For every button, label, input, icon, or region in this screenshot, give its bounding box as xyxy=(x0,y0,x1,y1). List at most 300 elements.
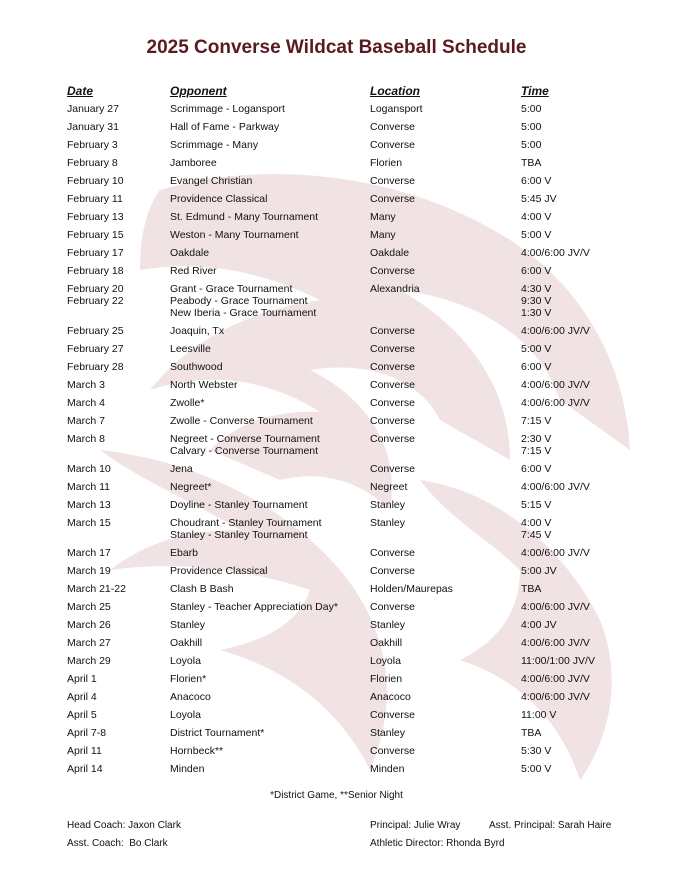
table-row xyxy=(0,565,673,583)
row-date-line: March 4 xyxy=(67,397,105,409)
row-date xyxy=(67,433,105,445)
row-time xyxy=(521,583,541,595)
row-opponent xyxy=(170,463,193,475)
row-opponent-line: Peabody - Grace Tournament xyxy=(170,295,308,307)
row-location-line: Converse xyxy=(370,463,415,475)
row-opponent xyxy=(170,193,267,205)
row-location-line: Alexandria xyxy=(370,283,420,295)
row-opponent-line: Minden xyxy=(170,763,205,775)
row-date-line: January 31 xyxy=(67,121,119,133)
row-location xyxy=(370,139,415,151)
row-time-line: 4:00/6:00 JV/V xyxy=(521,379,590,391)
row-time xyxy=(521,193,557,205)
row-opponent xyxy=(170,121,279,133)
row-date xyxy=(67,211,124,223)
row-opponent xyxy=(170,655,201,667)
row-location-line: Converse xyxy=(370,139,415,151)
row-time-line: 9:30 V xyxy=(521,295,552,307)
row-opponent xyxy=(170,727,264,739)
row-date-line: February 11 xyxy=(67,193,123,205)
row-date xyxy=(67,499,111,511)
row-time-line: TBA xyxy=(521,727,542,739)
row-time xyxy=(521,283,551,319)
row-date xyxy=(67,763,103,775)
row-date-line: February 27 xyxy=(67,343,124,355)
table-row xyxy=(0,283,673,325)
row-date-line: February 25 xyxy=(67,325,124,337)
row-opponent-line: Stanley - Stanley Tournament xyxy=(170,529,308,541)
row-opponent-line: Ebarb xyxy=(170,547,199,559)
row-time xyxy=(521,433,551,457)
row-location xyxy=(370,619,405,631)
row-opponent xyxy=(170,361,223,373)
row-opponent-line: Providence Classical xyxy=(170,565,268,577)
row-opponent-line: Oakhill xyxy=(170,637,203,649)
table-row xyxy=(0,583,673,601)
row-location-line: Converse xyxy=(370,265,415,277)
row-time-line: 5:45 JV xyxy=(521,193,557,205)
row-time-line: 6:00 V xyxy=(521,463,552,475)
athletic-director: Athletic Director: Rhonda Byrd xyxy=(370,838,505,849)
row-date-line: April 7-8 xyxy=(67,727,107,739)
row-location-line: Converse xyxy=(370,547,415,559)
table-row xyxy=(0,103,673,121)
row-time-line: 7:15 V xyxy=(521,415,552,427)
row-time xyxy=(521,397,590,409)
row-location xyxy=(370,481,407,493)
table-row xyxy=(0,397,673,415)
row-date-line: April 14 xyxy=(67,763,103,775)
row-time xyxy=(521,637,590,649)
row-opponent xyxy=(170,619,205,631)
row-location xyxy=(370,745,415,757)
table-row xyxy=(0,601,673,619)
row-opponent-line: Negreet* xyxy=(170,481,212,493)
table-row xyxy=(0,325,673,343)
row-date-line: February 17 xyxy=(67,247,124,259)
row-opponent xyxy=(170,673,206,685)
row-date-line: March 29 xyxy=(67,655,111,667)
row-time xyxy=(521,343,551,355)
row-location xyxy=(370,283,420,295)
row-time xyxy=(521,655,595,667)
row-opponent xyxy=(170,745,223,757)
row-time xyxy=(521,619,557,631)
row-time-line: 5:30 V xyxy=(521,745,552,757)
row-location xyxy=(370,325,415,337)
row-location-line: Many xyxy=(370,211,396,223)
row-date-line: April 5 xyxy=(67,709,97,721)
row-opponent-line: Stanley - Teacher Appreciation Day* xyxy=(170,601,338,613)
row-location-line: Negreet xyxy=(370,481,408,493)
table-row xyxy=(0,247,673,265)
row-opponent-line: Scrimmage - Many xyxy=(170,139,259,151)
row-date xyxy=(67,601,111,613)
table-row xyxy=(0,139,673,157)
row-time xyxy=(521,547,590,559)
row-date xyxy=(67,673,97,685)
row-location-line: Converse xyxy=(370,325,415,337)
table-row xyxy=(0,637,673,655)
row-location-line: Stanley xyxy=(370,517,406,529)
row-date-line: February 10 xyxy=(67,175,124,187)
header-date: Date xyxy=(67,84,94,98)
row-time-line: 11:00/1:00 JV/V xyxy=(521,655,595,667)
table-row xyxy=(0,463,673,481)
row-location xyxy=(370,727,405,739)
row-time-line: 5:00 V xyxy=(521,343,552,355)
row-opponent xyxy=(170,583,234,595)
row-time xyxy=(521,139,541,151)
row-opponent xyxy=(170,637,202,649)
row-date xyxy=(67,283,124,307)
row-date-line: April 1 xyxy=(67,673,97,685)
row-location-line: Anacoco xyxy=(370,691,411,703)
row-location-line: Florien xyxy=(370,157,403,169)
row-location-line: Converse xyxy=(370,433,415,445)
row-time-line: 6:00 V xyxy=(521,175,552,187)
row-date xyxy=(67,139,118,151)
table-row xyxy=(0,175,673,193)
table-row xyxy=(0,433,673,463)
row-opponent-line: Scrimmage - Logansport xyxy=(170,103,285,115)
row-date-line: February 3 xyxy=(67,139,118,151)
row-time-line: 4:00/6:00 JV/V xyxy=(521,397,590,409)
table-row xyxy=(0,655,673,673)
row-opponent-line: Zwolle* xyxy=(170,397,205,409)
row-time xyxy=(521,601,590,613)
row-date-line: March 11 xyxy=(67,481,110,493)
table-row xyxy=(0,709,673,727)
row-location-line: Converse xyxy=(370,601,415,613)
row-opponent-line: St. Edmund - Many Tournament xyxy=(170,211,319,223)
row-time-line: 5:00 JV xyxy=(521,565,557,577)
row-time-line: 4:00/6:00 JV/V xyxy=(521,325,590,337)
row-date xyxy=(67,709,97,721)
row-time xyxy=(521,463,551,475)
row-location xyxy=(370,343,415,355)
row-time-line: 4:30 V xyxy=(521,283,552,295)
row-date xyxy=(67,547,111,559)
row-location-line: Stanley xyxy=(370,499,406,511)
row-location xyxy=(370,415,415,427)
row-location xyxy=(370,673,402,685)
row-time xyxy=(521,211,551,223)
row-opponent xyxy=(170,343,211,355)
row-opponent-line: Stanley xyxy=(170,619,206,631)
row-time xyxy=(521,745,551,757)
row-opponent-line: New Iberia - Grace Tournament xyxy=(170,307,317,319)
head-coach: Head Coach: Jaxon Clark xyxy=(67,820,181,831)
row-time-line: 4:00 JV xyxy=(521,619,557,631)
row-location xyxy=(370,103,423,115)
row-date xyxy=(67,415,105,427)
row-date xyxy=(67,691,97,703)
row-time xyxy=(521,517,551,541)
row-location xyxy=(370,655,401,667)
row-opponent-line: Grant - Grace Tournament xyxy=(170,283,293,295)
row-time xyxy=(521,265,551,277)
table-row xyxy=(0,229,673,247)
row-opponent-line: Loyola xyxy=(170,709,201,721)
row-time-line: 5:00 xyxy=(521,139,542,151)
row-date-line: March 19 xyxy=(67,565,111,577)
row-opponent xyxy=(170,325,224,337)
row-date xyxy=(67,619,111,631)
row-location xyxy=(370,379,415,391)
row-time-line: 4:00/6:00 JV/V xyxy=(521,637,590,649)
row-time-line: 4:00/6:00 JV/V xyxy=(521,247,590,259)
table-row xyxy=(0,745,673,763)
row-date-line: March 17 xyxy=(67,547,111,559)
row-date-line: March 27 xyxy=(67,637,111,649)
row-location xyxy=(370,583,453,595)
row-location xyxy=(370,565,415,577)
row-location-line: Converse xyxy=(370,745,415,757)
row-location-line: Converse xyxy=(370,121,415,133)
row-location xyxy=(370,157,402,169)
row-time-line: 6:00 V xyxy=(521,361,552,373)
row-date-line: February 8 xyxy=(67,157,118,169)
row-opponent-line: Negreet - Converse Tournament xyxy=(170,433,320,445)
row-location-line: Oakdale xyxy=(370,247,410,259)
row-time xyxy=(521,121,541,133)
row-location-line: Minden xyxy=(370,763,405,775)
row-time-line: 5:00 xyxy=(521,121,542,133)
row-time-line: 4:00 V xyxy=(521,517,552,529)
row-date-line: March 15 xyxy=(67,517,111,529)
row-location xyxy=(370,361,415,373)
row-location xyxy=(370,499,405,511)
row-time xyxy=(521,727,541,739)
row-opponent-line: Loyola xyxy=(170,655,201,667)
row-opponent xyxy=(170,547,198,559)
row-time-line: 4:00/6:00 JV/V xyxy=(521,691,590,703)
row-opponent xyxy=(170,709,201,721)
header-time: Time xyxy=(521,84,549,98)
row-opponent-line: Clash B Bash xyxy=(170,583,234,595)
row-opponent-line: District Tournament* xyxy=(170,727,265,739)
row-date-line: February 15 xyxy=(67,229,124,241)
row-time-line: 4:00/6:00 JV/V xyxy=(521,601,590,613)
row-date-line: March 25 xyxy=(67,601,111,613)
row-time-line: 7:15 V xyxy=(521,445,552,457)
row-opponent-line: Hall of Fame - Parkway xyxy=(170,121,280,133)
row-date xyxy=(67,247,124,259)
asst-coach: Asst. Coach: Bo Clark xyxy=(67,838,168,849)
row-time-line: 6:00 V xyxy=(521,265,552,277)
row-date xyxy=(67,175,124,187)
row-location-line: Converse xyxy=(370,193,415,205)
row-date-line: February 20 xyxy=(67,283,124,295)
row-time xyxy=(521,481,590,493)
row-time xyxy=(521,247,590,259)
table-row xyxy=(0,763,673,781)
row-location xyxy=(370,601,415,613)
row-location xyxy=(370,175,415,187)
row-time-line: 1:30 V xyxy=(521,307,552,319)
row-opponent-line: Jena xyxy=(170,463,193,475)
row-location xyxy=(370,691,411,703)
row-location xyxy=(370,397,415,409)
row-date-line: March 7 xyxy=(67,415,105,427)
row-time-line: 7:45 V xyxy=(521,529,552,541)
row-location-line: Stanley xyxy=(370,727,406,739)
row-opponent-line: Choudrant - Stanley Tournament xyxy=(170,517,322,529)
row-opponent xyxy=(170,763,204,775)
row-opponent-line: Florien* xyxy=(170,673,207,685)
row-date xyxy=(67,463,111,475)
staff-left xyxy=(67,817,181,853)
row-opponent-line: Evangel Christian xyxy=(170,175,253,187)
row-time xyxy=(521,415,551,427)
row-opponent-line: Providence Classical xyxy=(170,193,268,205)
table-row xyxy=(0,211,673,229)
row-date-line: March 8 xyxy=(67,433,105,445)
table-row xyxy=(0,691,673,709)
row-opponent xyxy=(170,433,320,457)
table-row xyxy=(0,517,673,547)
row-date xyxy=(67,655,111,667)
row-location-line: Converse xyxy=(370,343,415,355)
table-row xyxy=(0,265,673,283)
row-location-line: Converse xyxy=(370,415,415,427)
header-opponent: Opponent xyxy=(170,84,227,98)
row-date-line: February 13 xyxy=(67,211,124,223)
table-row xyxy=(0,157,673,175)
row-time-line: 11:00 V xyxy=(521,709,557,721)
row-opponent xyxy=(170,265,217,277)
table-row xyxy=(0,673,673,691)
row-location xyxy=(370,709,415,721)
row-location xyxy=(370,265,415,277)
row-date xyxy=(67,517,111,529)
row-date-line: February 18 xyxy=(67,265,124,277)
row-location-line: Converse xyxy=(370,565,415,577)
row-opponent xyxy=(170,481,211,493)
asst-principal: Asst. Principal: Sarah Haire xyxy=(489,820,612,831)
row-location-line: Converse xyxy=(370,361,415,373)
row-opponent xyxy=(170,565,267,577)
row-location xyxy=(370,229,396,241)
row-opponent xyxy=(170,211,318,223)
row-time xyxy=(521,673,590,685)
row-opponent-line: Calvary - Converse Tournament xyxy=(170,445,319,457)
row-date-line: February 22 xyxy=(67,295,124,307)
row-location-line: Converse xyxy=(370,709,415,721)
row-date xyxy=(67,325,124,337)
row-location xyxy=(370,433,415,445)
row-opponent xyxy=(170,415,313,427)
row-location-line: Converse xyxy=(370,397,415,409)
row-time-line: 5:00 xyxy=(521,103,542,115)
row-date xyxy=(67,361,124,373)
row-time-line: 5:15 V xyxy=(521,499,552,511)
row-date-line: March 3 xyxy=(67,379,105,391)
row-opponent-line: Doyline - Stanley Tournament xyxy=(170,499,308,511)
row-date xyxy=(67,727,106,739)
page-title: 2025 Converse Wildcat Baseball Schedule xyxy=(146,37,527,58)
staff-asst-principal xyxy=(489,817,611,835)
row-opponent-line: Leesville xyxy=(170,343,211,355)
row-time-line: TBA xyxy=(521,583,542,595)
row-date xyxy=(67,343,124,355)
row-time xyxy=(521,709,556,721)
row-date xyxy=(67,745,102,757)
schedule-table xyxy=(0,103,673,781)
row-date xyxy=(67,583,126,595)
row-date-line: April 4 xyxy=(67,691,97,703)
row-time xyxy=(521,763,551,775)
row-opponent xyxy=(170,103,285,115)
row-time xyxy=(521,175,551,187)
row-opponent xyxy=(170,691,211,703)
row-opponent xyxy=(170,229,299,241)
row-date xyxy=(67,229,124,241)
row-location xyxy=(370,247,409,259)
row-date-line: February 28 xyxy=(67,361,124,373)
row-location-line: Stanley xyxy=(370,619,406,631)
row-time xyxy=(521,691,590,703)
row-date-line: March 13 xyxy=(67,499,111,511)
row-opponent xyxy=(170,379,238,391)
row-location-line: Holden/Maurepas xyxy=(370,583,453,595)
row-location-line: Converse xyxy=(370,379,415,391)
principal: Principal: Julie Wray xyxy=(370,820,461,831)
row-opponent-line: Southwood xyxy=(170,361,223,373)
footnote: *District Game, **Senior Night xyxy=(270,790,403,801)
row-date-line: March 21-22 xyxy=(67,583,126,595)
row-location xyxy=(370,211,396,223)
row-opponent-line: Zwolle - Converse Tournament xyxy=(170,415,313,427)
row-time-line: 4:00/6:00 JV/V xyxy=(521,547,590,559)
row-location xyxy=(370,193,415,205)
row-time-line: 2:30 V xyxy=(521,433,552,445)
row-opponent xyxy=(170,601,338,613)
row-time xyxy=(521,229,551,241)
row-time xyxy=(521,361,551,373)
row-date xyxy=(67,397,105,409)
table-row xyxy=(0,499,673,517)
row-date-line: April 11 xyxy=(67,745,102,757)
row-location xyxy=(370,463,415,475)
row-location-line: Oakhill xyxy=(370,637,403,649)
row-opponent-line: North Webster xyxy=(170,379,238,391)
table-row xyxy=(0,727,673,745)
table-row xyxy=(0,343,673,361)
table-row xyxy=(0,415,673,433)
row-location-line: Converse xyxy=(370,175,415,187)
row-time xyxy=(521,157,541,169)
row-opponent xyxy=(170,397,204,409)
table-row xyxy=(0,481,673,499)
row-date xyxy=(67,265,124,277)
row-date-line: January 27 xyxy=(67,103,119,115)
row-date xyxy=(67,379,105,391)
row-opponent-line: Weston - Many Tournament xyxy=(170,229,299,241)
row-location-line: Logansport xyxy=(370,103,423,115)
table-row xyxy=(0,547,673,565)
row-time xyxy=(521,325,590,337)
staff-principal xyxy=(370,817,505,853)
row-date xyxy=(67,121,119,133)
row-date-line: March 26 xyxy=(67,619,111,631)
row-time-line: 4:00/6:00 JV/V xyxy=(521,481,590,493)
row-date xyxy=(67,103,119,115)
row-date xyxy=(67,157,118,169)
row-opponent-line: Oakdale xyxy=(170,247,210,259)
row-time-line: TBA xyxy=(521,157,542,169)
